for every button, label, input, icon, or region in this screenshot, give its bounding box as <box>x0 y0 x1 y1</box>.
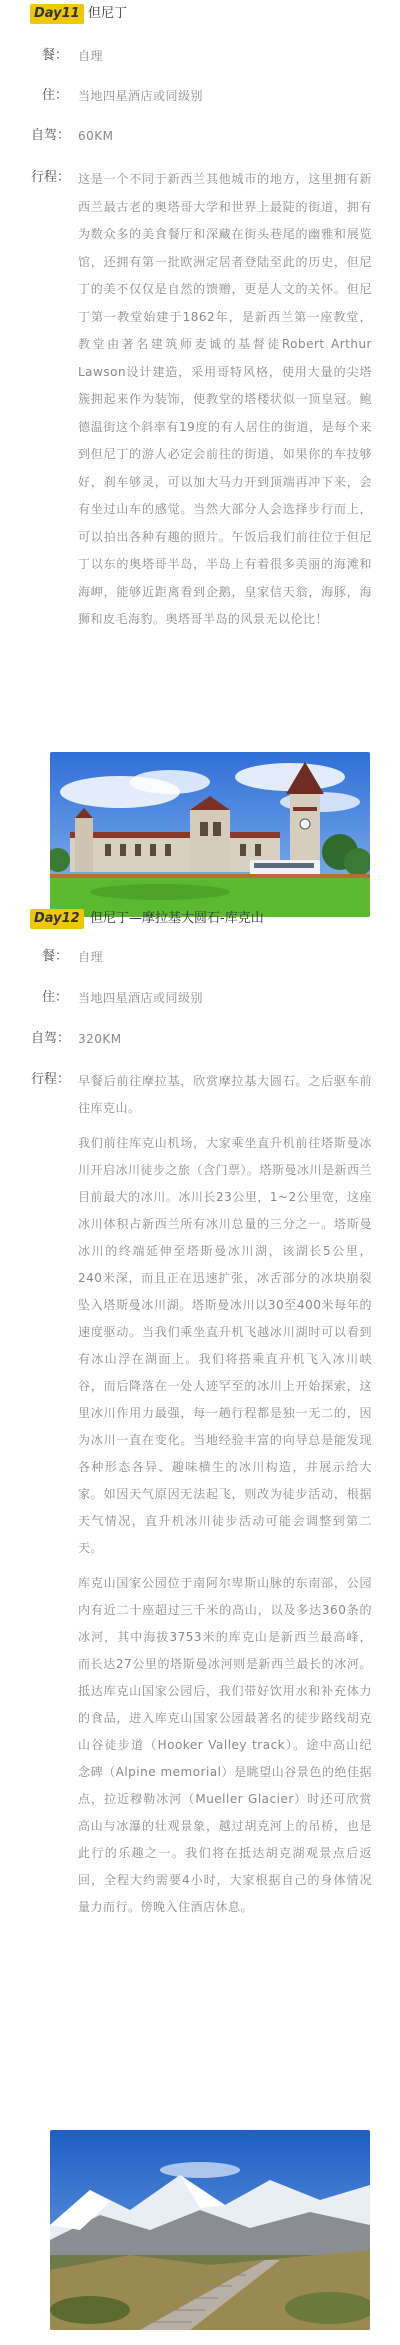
meal-value: 自理 <box>78 950 104 964</box>
mount-cook-boardwalk-photo <box>50 2130 370 2330</box>
meal-label: 餐： <box>41 949 68 964</box>
day11-itinerary-row <box>30 166 372 746</box>
dunedin-railway-station-photo <box>50 752 370 917</box>
day12-title: 但尼丁—摩拉基大圆石-库克山 <box>90 911 264 926</box>
itinerary-label: 行程： <box>30 1072 70 1087</box>
itinerary-body <box>78 1068 372 1921</box>
stay-value: 当地四星酒店或同级别 <box>78 89 204 103</box>
day11-title: 但尼丁 <box>88 6 128 21</box>
day12-header <box>30 905 372 933</box>
drive-label: 自驾： <box>30 128 70 143</box>
day11-stay-row <box>30 84 372 108</box>
stay-label: 住： <box>41 88 68 103</box>
day11-badge: Day11 <box>30 4 84 24</box>
itinerary-paragraph: 我们前往库克山机场，大家乘坐直升机前往塔斯曼冰川开启冰川徒步之旅（含门票）。塔斯曼冰川是新西兰目前最大的冰川。冰川长23公里，1~2公里宽，这座冰川体积占新西兰所有冰川总量的三分之一。塔斯曼冰川的终端延伸至塔斯曼冰川湖，该湖长5公里，240米深，而且正在迅速扩张，冰舌部分的冰块崩裂坠入塔斯曼冰川湖。塔斯曼冰川以30至400米每年的速度驱动。当我们乘坐直升机飞越冰川湖时可以看到有冰山浮在湖面上。我们将搭乘直升机飞入冰川峡谷，而后降落在一处人迹罕至的冰川上开始探索，这里冰川作用力最强，每一趟行程都是独一无二的，因为冰川一直在变化。当地经验丰富的向导总是能发现各种形态各异、趣味横生的冰川构造，并展示给大家。如因天气原因无法起飞，则改为徒步活动，根据天气情况，直升机冰川徒步活动可能会调整到第二天。 <box>78 1136 373 1555</box>
day11-header <box>30 0 372 28</box>
day11-drive-row <box>30 124 372 148</box>
itinerary-label: 行程： <box>30 170 70 185</box>
day11-section <box>30 0 372 626</box>
meal-value: 自理 <box>78 49 104 63</box>
day12-stay-row <box>30 986 372 1010</box>
drive-value: 320KM <box>78 1032 122 1046</box>
stay-value: 当地四星酒店或同级别 <box>78 991 204 1005</box>
itinerary-paragraph: 库克山国家公园位于南阿尔卑斯山脉的东南部，公园内有近二十座超过三千米的高山，以及多达360条的冰河，其中海拔3753米的库克山是新西兰最高峰，而长达27公里的塔斯曼冰河则是新西兰最长的冰河。抵达库克山国家公园后，我们带好饮用水和补充体力的食品，进入库克山国家公园最著名的徒步路线胡克山谷徒步道（Hooker Valley track）。途中高山纪念碑（Alpine memorial）是眺望山谷景色的绝佳据点，拉近穆勒冰河（Mueller Glacier）时还可欣赏高山与冰瀑的壮观景象，越过胡克河上的吊桥，也是此行的乐趣之一。我们将在抵达胡克湖观景点后返回，全程大约需要4小时，大家根据自己的身体情况量力而行。傍晚入住酒店休息。 <box>78 1576 372 1914</box>
day11-meal-row <box>30 44 372 68</box>
day12-badge: Day12 <box>30 909 84 929</box>
stay-label: 住： <box>41 990 68 1005</box>
day12-drive-row <box>30 1027 372 1051</box>
meal-label: 餐： <box>41 48 68 63</box>
day12-section <box>30 905 373 1914</box>
drive-label: 自驾： <box>30 1031 70 1046</box>
drive-value: 60KM <box>78 129 114 143</box>
itinerary-paragraph: 早餐后前往摩拉基，欣赏摩拉基大圆石。之后驱车前往库克山。 <box>78 1074 372 1115</box>
day12-itinerary-row <box>30 1068 372 2128</box>
day12-meal-row <box>30 945 372 969</box>
itinerary-text: 这是一个不同于新西兰其他城市的地方，这里拥有新西兰最古老的奥塔哥大学和世界上最陡的街道，拥有为数众多的美食餐厅和深藏在街头巷尾的幽雅和展览馆，还拥有第一批欧洲定居者登陆至此的历史，但尼丁的美不仅仅是自然的馈赠，更是人文的关怀。但尼丁第一教堂始建于1862年，是新西兰第一座教堂，教堂由著名建筑师麦诚的基督徒Robert Arthur Lawson设计建造，采用哥特风格，使用大量的尖塔簇拥起来作为装饰，使教堂的塔楼状似一顶皇冠。鲍德温街这个斜率有19度的有人居住的街道，是每个来到但尼丁的游人必定会前往的街道，如果你的车技够好，刹车够灵，可以加大马力开到顶端再冲下来，会有坐过山车的感觉。当然大部分人会选择步行而上，可以拍出各种有趣的照片。午饭后我们前往位于但尼丁以东的奥塔哥半岛，半岛上有着很多美丽的海滩和海岬，能够近距离看到企鹅，皇家信天翁，海豚，海狮和皮毛海豹。奥塔哥半岛的风景无以伦比！ <box>78 172 372 626</box>
